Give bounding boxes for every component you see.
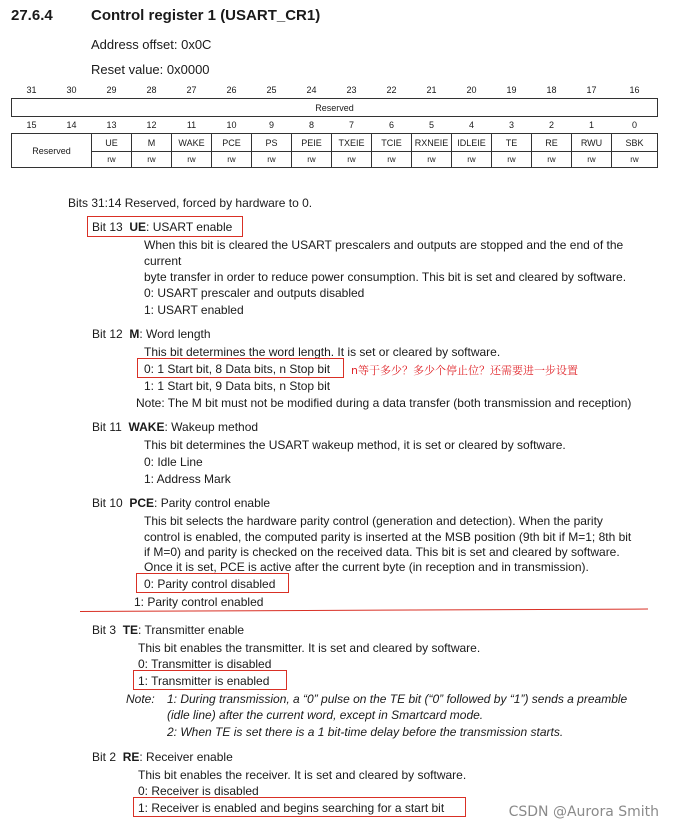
red-divider-line (80, 609, 648, 612)
lower-reserved-cell: Reserved (12, 134, 92, 168)
bit-number: 18 (546, 85, 557, 95)
bit-number: 31 (26, 85, 37, 95)
bit-number: 14 (66, 120, 77, 130)
bit-number: 2 (548, 120, 554, 130)
bit3-desc: This bit enables the transmitter. It is set and cleared by software. (138, 641, 481, 655)
handwritten-annotation: n等于多少？多少个停止位？还需要进一步设置 (351, 364, 578, 377)
bit10-heading (92, 496, 270, 510)
field-wake: WAKE (172, 134, 212, 152)
access-cell: rw (372, 152, 412, 168)
bit13-name: UE (129, 220, 147, 234)
watermark: CSDN @Aurora Smith (508, 804, 659, 820)
bit10-desc-4: Once it is set, PCE is active after the current byte (in reception and in transmission). (144, 560, 589, 574)
bit-number: 29 (106, 85, 117, 95)
bit-number: 8 (308, 120, 314, 130)
access-cell: rw (132, 152, 172, 168)
bit12-title: : Word length (139, 327, 211, 341)
bit12-name: M (129, 327, 140, 341)
access-cell: rw (452, 152, 492, 168)
bit-number: 25 (266, 85, 277, 95)
field-rxneie: RXNEIE (412, 134, 452, 152)
access-cell: rw (492, 152, 532, 168)
field-re: RE (532, 134, 572, 152)
access-cell: rw (292, 152, 332, 168)
field-ue: UE (92, 134, 132, 152)
bit-number: 0 (631, 120, 637, 130)
bit3-note-1: 1: During transmission, a “0” pulse on the TE bit (“0” followed by “1”) sends a preamble (167, 692, 628, 706)
access-cell: rw (572, 152, 612, 168)
bit12-heading (92, 327, 211, 341)
bit11-heading (92, 420, 258, 434)
bit2-title: : Receiver enable (139, 750, 233, 764)
bit11-value-0: 0: Idle Line (144, 455, 203, 469)
field-m: M (132, 134, 172, 152)
section-number: 27.6.4 (11, 7, 53, 24)
bit-number: 6 (388, 120, 394, 130)
bit11-label: Bit 11 (92, 420, 122, 434)
bit10-value-1: 1: Parity control enabled (134, 595, 264, 609)
bit11-name: WAKE (128, 420, 165, 434)
bit13-title: : USART enable (146, 220, 233, 234)
bit-number: 20 (466, 85, 477, 95)
reset-value: Reset value: 0x0000 (91, 62, 210, 77)
bit3-title: : Transmitter enable (138, 623, 245, 637)
bit3-note-2: 2: When TE is set there is a 1 bit-time delay before the transmission starts. (167, 725, 564, 739)
bit-number: 28 (146, 85, 157, 95)
register-table (11, 82, 658, 168)
bit-number: 21 (426, 85, 437, 95)
highlight-box (133, 797, 466, 817)
bit2-heading (92, 750, 233, 764)
field-ps: PS (252, 134, 292, 152)
bit2-desc: This bit enables the receiver. It is set and cleared by software. (138, 768, 467, 782)
field-txeie: TXEIE (332, 134, 372, 152)
access-cell: rw (252, 152, 292, 168)
bit-number: 11 (186, 120, 197, 130)
access-cell: rw (412, 152, 452, 168)
access-cell: rw (612, 152, 658, 168)
bit10-desc-1: This bit selects the hardware parity control (generation and detection). When the parity (144, 514, 603, 528)
bit13-label: Bit 13 (92, 220, 123, 234)
bit-number: 24 (306, 85, 317, 95)
address-offset: Address offset: 0x0C (91, 37, 212, 52)
bit-number: 17 (586, 85, 597, 95)
bit3-note-1-cont: (idle line) after the current word, except in Smartcard mode. (167, 708, 484, 722)
bit13-desc-3: byte transfer in order to reduce power consumption. This bit is set and cleared by software. (144, 270, 627, 284)
bit12-value-0: 0: 1 Start bit, 8 Data bits, n Stop bit (144, 362, 331, 376)
access-cell: rw (172, 152, 212, 168)
bit-number: 27 (186, 85, 197, 95)
bit-number: 10 (226, 120, 237, 130)
upper-reserved-cell: Reserved (12, 99, 658, 117)
field-pce: PCE (212, 134, 252, 152)
bit-number: 7 (348, 120, 354, 130)
highlight-box (133, 670, 287, 690)
bit-number: 4 (468, 120, 474, 130)
field-idleie: IDLEIE (452, 134, 492, 152)
bit-number: 12 (146, 120, 157, 130)
bit-number: 30 (66, 85, 77, 95)
highlight-box (137, 358, 344, 378)
bit-number: 19 (506, 85, 517, 95)
bit3-value-1: 1: Transmitter is enabled (138, 674, 270, 688)
bit-number: 23 (346, 85, 357, 95)
access-cell: rw (332, 152, 372, 168)
bit12-note: Note: The M bit must not be modified during a data transfer (both transmission and reception) (136, 396, 632, 410)
access-cell: rw (92, 152, 132, 168)
bit11-title: : Wakeup method (164, 420, 259, 434)
field-sbk: SBK (612, 134, 658, 152)
bit-number: 13 (106, 120, 117, 130)
lower-bit-numbers (12, 117, 658, 134)
bit12-value-1: 1: 1 Start bit, 9 Data bits, n Stop bit (144, 379, 331, 393)
bit-number: 9 (268, 120, 274, 130)
bit10-name: PCE (129, 496, 155, 510)
bit-number: 5 (428, 120, 434, 130)
field-te: TE (492, 134, 532, 152)
bit-number: 1 (588, 120, 594, 130)
bit13-desc-2: current (144, 254, 182, 268)
bit2-label: Bit 2 (92, 750, 117, 764)
bit13-desc-1: When this bit is cleared the USART prescalers and outputs are stopped and the end of the (144, 238, 624, 252)
bit11-desc: This bit determines the USART wakeup method, it is set or cleared by software. (144, 438, 566, 452)
field-rwu: RWU (572, 134, 612, 152)
bit10-desc-3: if M=0) and parity is checked on the received data. This bit is set and cleared by software. (144, 545, 620, 559)
upper-bit-numbers (12, 82, 658, 99)
bit-number: 15 (26, 120, 37, 130)
access-cell: rw (212, 152, 252, 168)
bit3-note-label: Note: (126, 692, 155, 706)
bit10-label: Bit 10 (92, 496, 123, 510)
bit-number: 3 (508, 120, 514, 130)
bit3-name: TE (122, 623, 139, 637)
bit10-desc-2: control is enabled, the computed parity is inserted at the MSB position (9th bit if M=1; 8th bit (144, 530, 632, 544)
bit-number: 26 (226, 85, 237, 95)
highlight-box (87, 216, 243, 237)
section-title: Control register 1 (USART_CR1) (91, 7, 321, 24)
bit13-value-0: 0: USART prescaler and outputs disabled (144, 286, 365, 300)
bit11-value-1: 1: Address Mark (144, 472, 231, 486)
bit2-name: RE (122, 750, 140, 764)
bit12-label: Bit 12 (92, 327, 123, 341)
bit10-title: : Parity control enable (154, 496, 271, 510)
highlight-box (136, 573, 289, 593)
bit10-value-0: 0: Parity control disabled (144, 577, 276, 591)
bit13-value-1: 1: USART enabled (144, 303, 244, 317)
bit12-desc: This bit determines the word length. It is set or cleared by software. (144, 345, 501, 359)
bit3-value-0: 0: Transmitter is disabled (138, 657, 272, 671)
bit3-heading (92, 623, 244, 637)
field-peie: PEIE (292, 134, 332, 152)
bit2-value-1: 1: Receiver is enabled and begins searching for a start bit (138, 801, 445, 815)
bit-number: 16 (629, 85, 640, 95)
field-tcie: TCIE (372, 134, 412, 152)
access-cell: rw (532, 152, 572, 168)
bits-31-14-reserved: Bits 31:14 Reserved, forced by hardware to 0. (68, 196, 313, 210)
bit-number: 22 (386, 85, 397, 95)
bit3-label: Bit 3 (92, 623, 117, 637)
bit2-value-0: 0: Receiver is disabled (138, 784, 259, 798)
